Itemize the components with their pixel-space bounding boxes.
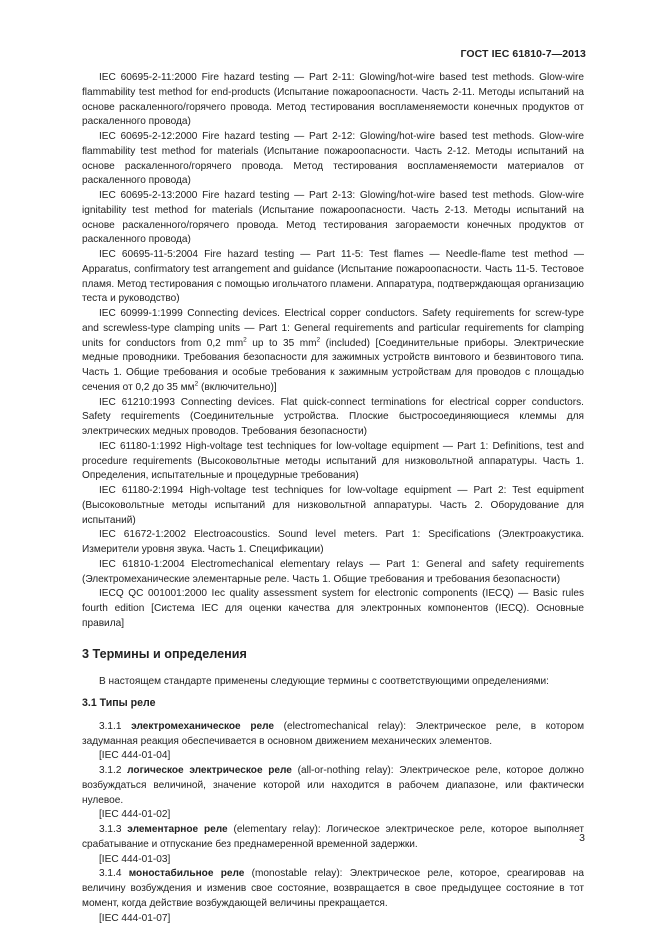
term-definition bbox=[82, 867, 584, 911]
term-number: 3.1.3 bbox=[99, 824, 127, 835]
page-number: 3 bbox=[579, 832, 585, 844]
term-name: электромеханическое реле bbox=[131, 721, 274, 732]
term-text: (electromechanical relay): Электрическое реле, в котором задуманная реакция обеспечивается в основном движением механических элементов. bbox=[82, 721, 584, 747]
term-text: (monostable relay): Электрическое реле, которое, среагировав на величину возбуждения и изменив свое состояние, возвращается в свое предыдущее состояние в тот момент, когда действие возбуждающей величины прекращается. bbox=[82, 868, 584, 909]
term-name: моностабильное реле bbox=[129, 868, 245, 879]
reference-item: IEC 61672-1:2002 Electroacoustics. Sound level meters. Part 1: Specifications (Электроакустика. Измерители уровня звука. Часть 1. Спецификации) bbox=[82, 528, 584, 558]
term-source: [IEC 444-01-04] bbox=[82, 749, 584, 764]
page-content bbox=[82, 71, 584, 926]
reference-item: IEC 60695-11-5:2004 Fire hazard testing — Part 11-5: Test flames — Needle-flame test method — Apparatus, confirmatory test arrangement and guidance (Испытание пожароопасности. Часть 11-5. Тестовое пламя. Метод тестирования с помощью игольчатого пламени. Аппаратура, подтверждающая организацию теста и руководство) bbox=[82, 248, 584, 307]
document-header: ГОСТ IEC 61810-7—2013 bbox=[460, 48, 586, 60]
term-definition bbox=[82, 823, 584, 853]
superscript: 2 bbox=[195, 380, 199, 387]
term-text: (all-or-nothing relay): Электрическое реле, которое должно возбуждаться величиной, значение которой или находится в рабочем диапазоне, или фактически нулевое. bbox=[82, 765, 584, 806]
term-source: [IEC 444-01-03] bbox=[82, 853, 584, 868]
reference-item: IEC 60695-2-11:2000 Fire hazard testing — Part 2-11: Glowing/hot-wire based test methods. Glow-wire flammability test method for end-products (Испытание пожароопасности. Часть 2-11. Методы испытаний на основе раскаленного/горячего провода. Метод тестирования воспламеняемости конечных продуктов от раскаленного провода) bbox=[82, 71, 584, 130]
term-source: [IEC 444-01-02] bbox=[82, 808, 584, 823]
superscript: 2 bbox=[243, 336, 247, 343]
term-name: элементарное реле bbox=[127, 824, 227, 835]
reference-item: IEC 61180-1:1992 High-voltage test techniques for low-voltage equipment — Part 1: Definitions, test and procedure requirements (Высоковольтные методы испытаний для низковольтной аппаратуры. Часть 1. Определения, испытательные и процедурные требования) bbox=[82, 440, 584, 484]
reference-item: IEC 61210:1993 Connecting devices. Flat quick-connect terminations for electrical copper conductors. Safety requirements (Соединительные устройства. Плоские быстросоединяющиеся клеммы для электрических медных проводов. Требования безопасности) bbox=[82, 396, 584, 440]
reference-item: IEC 60695-2-13:2000 Fire hazard testing — Part 2-13: Glowing/hot-wire based test methods. Glow-wire ignitability test method for materials (Испытание пожароопасности. Часть 2-13. Методы испытаний на основе раскаленного/горячего провода. Метод тестирования загораемости конечных продуктов от раскаленного провода) bbox=[82, 189, 584, 248]
term-source: [IEC 444-01-07] bbox=[82, 912, 584, 926]
reference-item: IEC 61180-2:1994 High-voltage test techniques for low-voltage equipment — Part 2: Test equipment (Высоковольтные методы испытаний для низковольтной аппаратуры. Часть 2. Оборудование для испытаний) bbox=[82, 484, 584, 528]
reference-item bbox=[82, 307, 584, 396]
term-number: 3.1.4 bbox=[99, 868, 129, 879]
reference-text: up to 35 mm bbox=[247, 338, 317, 349]
section-title: 3 Термины и определения bbox=[82, 647, 584, 662]
term-definition bbox=[82, 720, 584, 750]
term-definition bbox=[82, 764, 584, 808]
term-number: 3.1.1 bbox=[99, 721, 131, 732]
reference-text: IEC 60999-1:1999 Connecting devices. Electrical copper conductors. Safety requirements for screw-type and screwless-type clamping units — Part 1: General requirements and particular requirements for clamping units for conductors from 0,2 mm bbox=[82, 308, 584, 349]
reference-text: (included) [Соединительные приборы. Электрические медные проводники. Требования безопасности для зажимных устройств винтового и безвинтового типа. Часть 1. Общие требования и особые требования к зажимным устройствам для проводов с площадью сечения от 0,2 до 35 мм bbox=[82, 338, 584, 393]
term-text: (elementary relay): Логическое электрическое реле, которое выполняет срабатывание и отпускание без преднамеренной временной задержки. bbox=[82, 824, 584, 850]
subsection-title: 3.1 Типы реле bbox=[82, 696, 584, 711]
reference-item: IEC 60695-2-12:2000 Fire hazard testing — Part 2-12: Glowing/hot-wire based test methods. Glow-wire flammability test method for materials (Испытание пожароопасности. Часть 2-12. Методы испытаний на основе раскаленного/горячего провода. Метод тестирования воспламеняемости материалов от раскаленного провода) bbox=[82, 130, 584, 189]
term-name: логическое электрическое реле bbox=[127, 765, 292, 776]
reference-text: (включительно)] bbox=[198, 382, 276, 393]
reference-item: IECQ QC 001001:2000 Iec quality assessment system for electronic components (IECQ) — Basic rules fourth edition [Система IEC для оценки качества для электронных компонентов (IECQ). Основные правила] bbox=[82, 587, 584, 631]
reference-item: IEC 61810-1:2004 Electromechanical elementary relays — Part 1: General and safety requirements (Электромеханические элементарные реле. Часть 1. Общие требования и требования безопасности) bbox=[82, 558, 584, 588]
term-number: 3.1.2 bbox=[99, 765, 127, 776]
superscript: 2 bbox=[317, 336, 321, 343]
section-intro: В настоящем стандарте применены следующие термины с соответствующими определениями: bbox=[82, 675, 584, 690]
